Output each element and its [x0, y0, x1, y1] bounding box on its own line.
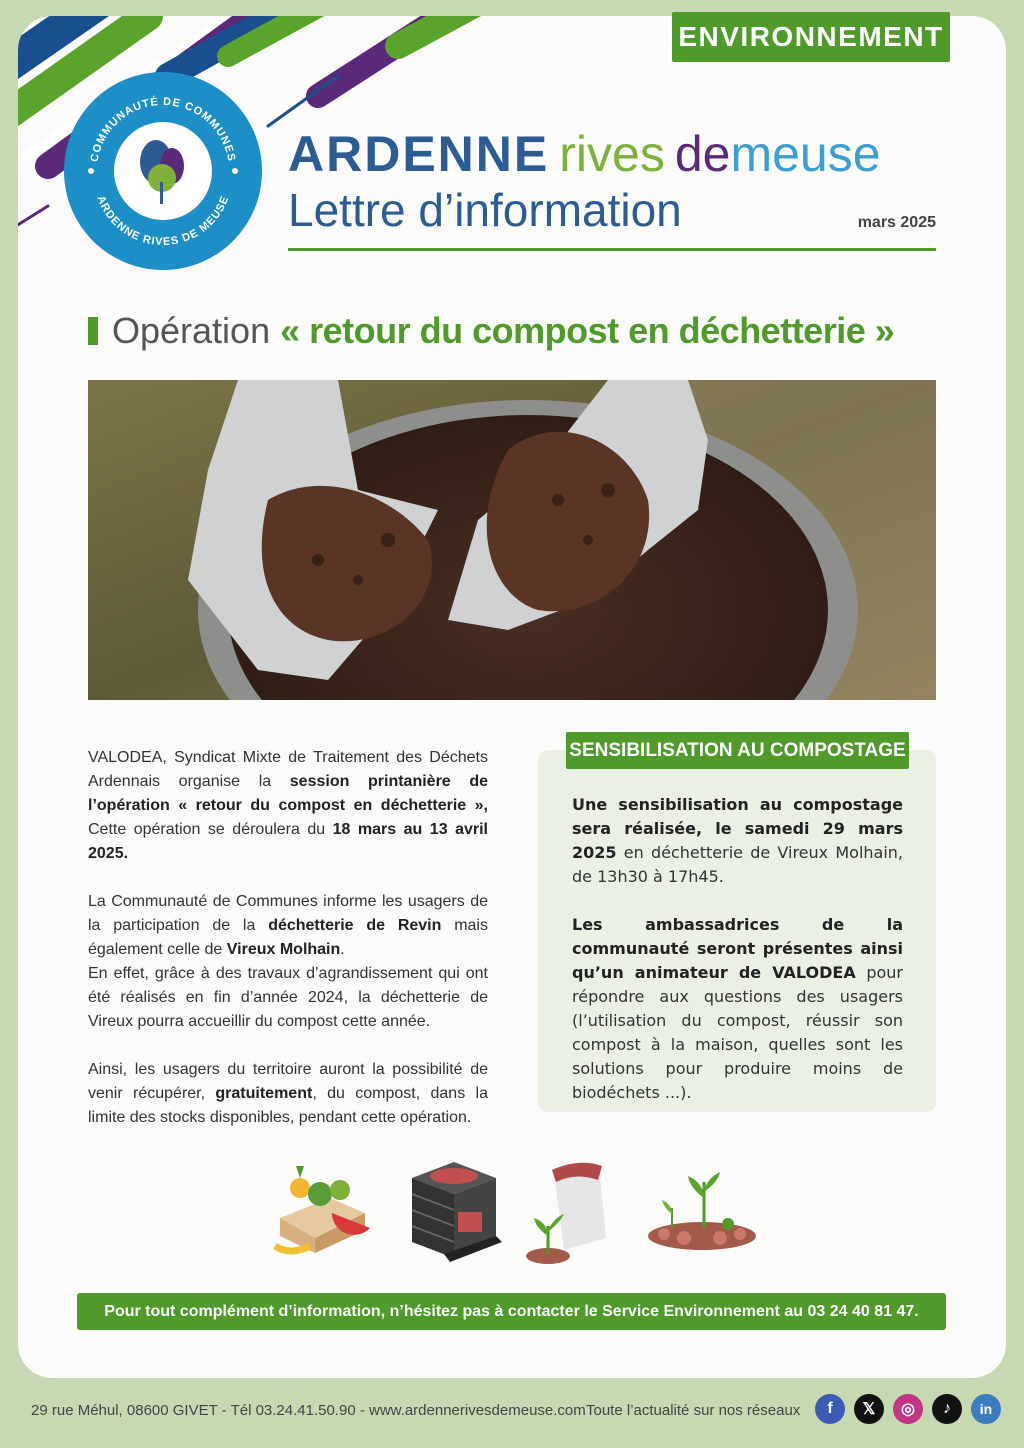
- compost-hands-image: [88, 380, 936, 700]
- contact-banner: Pour tout complément d’information, n’hésitez pas à contacter le Service Environnement au 03 24 40 81 47.: [77, 1293, 946, 1330]
- p3-text-1: Ainsi, les usagers du territoire auront la possibilité de venir récupérer,: [88, 1061, 488, 1102]
- fruit-crate-icon: [270, 1158, 374, 1258]
- p2-text-1: La Communauté de Communes informe les usagers de la participation de la: [88, 893, 488, 934]
- brand-part-ardenne: ARDENNE: [288, 126, 550, 182]
- logo-dot-left: [88, 168, 94, 174]
- box-paragraph-1: [572, 793, 903, 889]
- newsletter-subtitle: Lettre d’information: [288, 184, 682, 236]
- headline-bold: « retour du compost en déchetterie »: [280, 310, 895, 351]
- facebook-icon[interactable]: f: [815, 1394, 845, 1424]
- logo-dot-right: [232, 168, 238, 174]
- p1-text-2: Cette opération se déroulera du: [88, 821, 333, 838]
- p2-text-2: mais également celle de: [88, 917, 488, 958]
- linkedin-icon[interactable]: in: [971, 1394, 1001, 1424]
- headline-light: Opération: [112, 310, 271, 351]
- box-p1-text: en déchetterie de Vireux Molhain, de 13h30 à 17h45.: [572, 843, 903, 886]
- tiktok-icon[interactable]: ♪: [932, 1394, 962, 1424]
- box-p2-bold: Les ambassadrices de la communauté seront présentes ainsi qu’un animateur de VALODEA: [572, 915, 903, 982]
- info-box-title: SENSIBILISATION AU COMPOSTAGE: [566, 732, 909, 769]
- p3-bold-1: gratuitement: [215, 1085, 313, 1102]
- instagram-icon[interactable]: ◎: [893, 1394, 923, 1424]
- logo-top-text: COMMUNAUTÉ DE COMMUNES: [88, 95, 238, 163]
- p2-bold-1: déchetterie de Revin: [268, 917, 442, 934]
- tree-icon: [114, 122, 212, 220]
- section-tag: ENVIRONNEMENT: [672, 12, 950, 62]
- header-rule: [288, 248, 936, 251]
- p2-text-4: En effet, grâce à des travaux d’agrandissement qui ont été réalisés en fin d’année 2024, la déchetterie de Vireux pourra accueillir du compost cette année.: [88, 965, 488, 1030]
- p3-text-2: , du compost, dans la limite des stocks disponibles, pendant cette opération.: [88, 1085, 488, 1126]
- compost-bin-icon: [404, 1158, 504, 1274]
- box-p1-bold: Une sensibilisation au compostage sera réalisée, le samedi 29 mars 2025: [572, 795, 903, 862]
- x-twitter-icon[interactable]: 𝕏: [854, 1394, 884, 1424]
- box-p2-text: pour répondre aux questions des usagers (l’utilisation du compost, réussir son compost à la maison, quelles sont les solutions pour produire moins de biodéchets ...).: [572, 963, 904, 1102]
- compost-bag-icon: [524, 1158, 614, 1268]
- paragraph-3: [88, 1058, 488, 1130]
- box-paragraph-2: [572, 913, 903, 1105]
- social-links: [815, 1394, 1001, 1424]
- logo-tree-emblem: [114, 122, 212, 220]
- issue-date: mars 2025: [857, 214, 936, 231]
- brand-part-de: de: [674, 126, 731, 182]
- community-logo: [64, 72, 262, 270]
- paragraph-1: [88, 746, 488, 866]
- footer-address: 29 rue Méhul, 08600 GIVET - Tél 03.24.41.50.90 - www.ardennerivesdemeuse.com: [31, 1402, 586, 1419]
- logo-bottom-text: ARDENNE RIVES DE MEUSE: [94, 194, 232, 249]
- headline-bar: [88, 317, 98, 345]
- p2-bold-2: Vireux Molhain: [226, 941, 341, 958]
- p1-bold-1: session printanière de l’opération « retour du compost en déchetterie »,: [88, 773, 488, 814]
- seedlings-soil-icon: [644, 1158, 760, 1258]
- brand-part-meuse: meuse: [730, 126, 881, 182]
- info-box-body: [572, 793, 903, 1129]
- brand-part-rives: rives: [559, 126, 665, 182]
- footer-social-label: Toute l’actualité sur nos réseaux: [586, 1402, 801, 1419]
- article-headline: [88, 310, 894, 352]
- compost-photo: [88, 380, 936, 700]
- p1-text-1: VALODEA, Syndicat Mixte de Traitement des Déchets Ardennais organise la: [88, 749, 488, 790]
- paragraph-2: [88, 890, 488, 1034]
- brand-name: [288, 124, 881, 184]
- p1-bold-2: 18 mars au 13 avril 2025.: [88, 821, 488, 862]
- article-body: [88, 746, 488, 1154]
- p2-text-3: .: [340, 941, 345, 958]
